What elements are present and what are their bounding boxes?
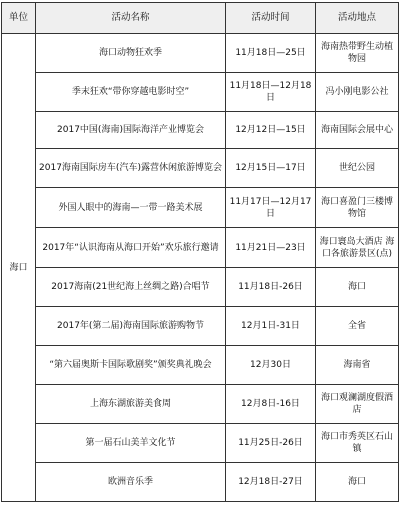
activity-name: 季末狂欢“带你穿越电影时空” bbox=[36, 73, 226, 112]
activity-place: 海南热带野生动植物园 bbox=[316, 34, 399, 73]
header-row bbox=[2, 3, 399, 34]
table-row bbox=[2, 307, 399, 346]
activity-place: 冯小刚电影公社 bbox=[316, 73, 399, 112]
table-row bbox=[2, 149, 399, 188]
table-row bbox=[2, 463, 399, 502]
activity-time: 11月21日—23日 bbox=[226, 228, 316, 268]
activity-time: 11月18日—12月18日 bbox=[226, 73, 316, 112]
header-region: 单位 bbox=[2, 3, 36, 34]
activity-table bbox=[1, 2, 399, 502]
table-row bbox=[2, 228, 399, 268]
activity-time: 11月18日-26日 bbox=[226, 268, 316, 307]
activity-time: 12月12日—15日 bbox=[226, 112, 316, 149]
activity-place: 海口 bbox=[316, 268, 399, 307]
activity-place: 海口寰岛大酒店 海口各旅游景区(点) bbox=[316, 228, 399, 268]
activity-time: 11月17日—12月17日 bbox=[226, 188, 316, 228]
activity-time: 12月1日-31日 bbox=[226, 307, 316, 346]
activity-name: 第一届石山美羊文化节 bbox=[36, 424, 226, 463]
table-row bbox=[2, 188, 399, 228]
activity-name: 2017中国(海南)国际海洋产业博览会 bbox=[36, 112, 226, 149]
activity-name: 2017海南(21世纪海上丝绸之路)合唱节 bbox=[36, 268, 226, 307]
table-row bbox=[2, 346, 399, 385]
activity-time: 12月30日 bbox=[226, 346, 316, 385]
activity-name: 2017年(第二届)海南国际旅游购物节 bbox=[36, 307, 226, 346]
activity-time: 11月25日-26日 bbox=[226, 424, 316, 463]
region-cell: 海口 bbox=[2, 34, 36, 502]
activity-name: “第六届奥斯卡国际歌剧奖”颁奖典礼晚会 bbox=[36, 346, 226, 385]
activity-place: 海南国际会展中心 bbox=[316, 112, 399, 149]
header-activity-place: 活动地点 bbox=[316, 3, 399, 34]
table-row bbox=[2, 34, 399, 73]
table-row bbox=[2, 112, 399, 149]
activity-name: 海口动物狂欢季 bbox=[36, 34, 226, 73]
activity-place: 海口 bbox=[316, 463, 399, 502]
activity-place: 海口喜盈门三楼博物馆 bbox=[316, 188, 399, 228]
header-activity-name: 活动名称 bbox=[36, 3, 226, 34]
table-row bbox=[2, 385, 399, 424]
activity-place: 海口观澜湖度假酒店 bbox=[316, 385, 399, 424]
activity-time: 12月18日-27日 bbox=[226, 463, 316, 502]
activity-name: 2017年“认识海南从海口开始”欢乐旅行邀请 bbox=[36, 228, 226, 268]
activity-name: 外国人眼中的海南—一带一路美术展 bbox=[36, 188, 226, 228]
activity-time: 12月15日—17日 bbox=[226, 149, 316, 188]
header-activity-time: 活动时间 bbox=[226, 3, 316, 34]
activity-time: 12月8日-16日 bbox=[226, 385, 316, 424]
activity-time: 11月18日—25日 bbox=[226, 34, 316, 73]
table-row bbox=[2, 268, 399, 307]
table-row bbox=[2, 73, 399, 112]
activity-name: 上海东湖旅游美食周 bbox=[36, 385, 226, 424]
activity-place: 世纪公园 bbox=[316, 149, 399, 188]
activity-place: 全省 bbox=[316, 307, 399, 346]
activity-place: 海南省 bbox=[316, 346, 399, 385]
table-row bbox=[2, 424, 399, 463]
activity-place: 海口市秀英区石山镇 bbox=[316, 424, 399, 463]
activity-name: 欧洲音乐季 bbox=[36, 463, 226, 502]
activity-name: 2017海南国际房车(汽车)露营休闲旅游博览会 bbox=[36, 149, 226, 188]
